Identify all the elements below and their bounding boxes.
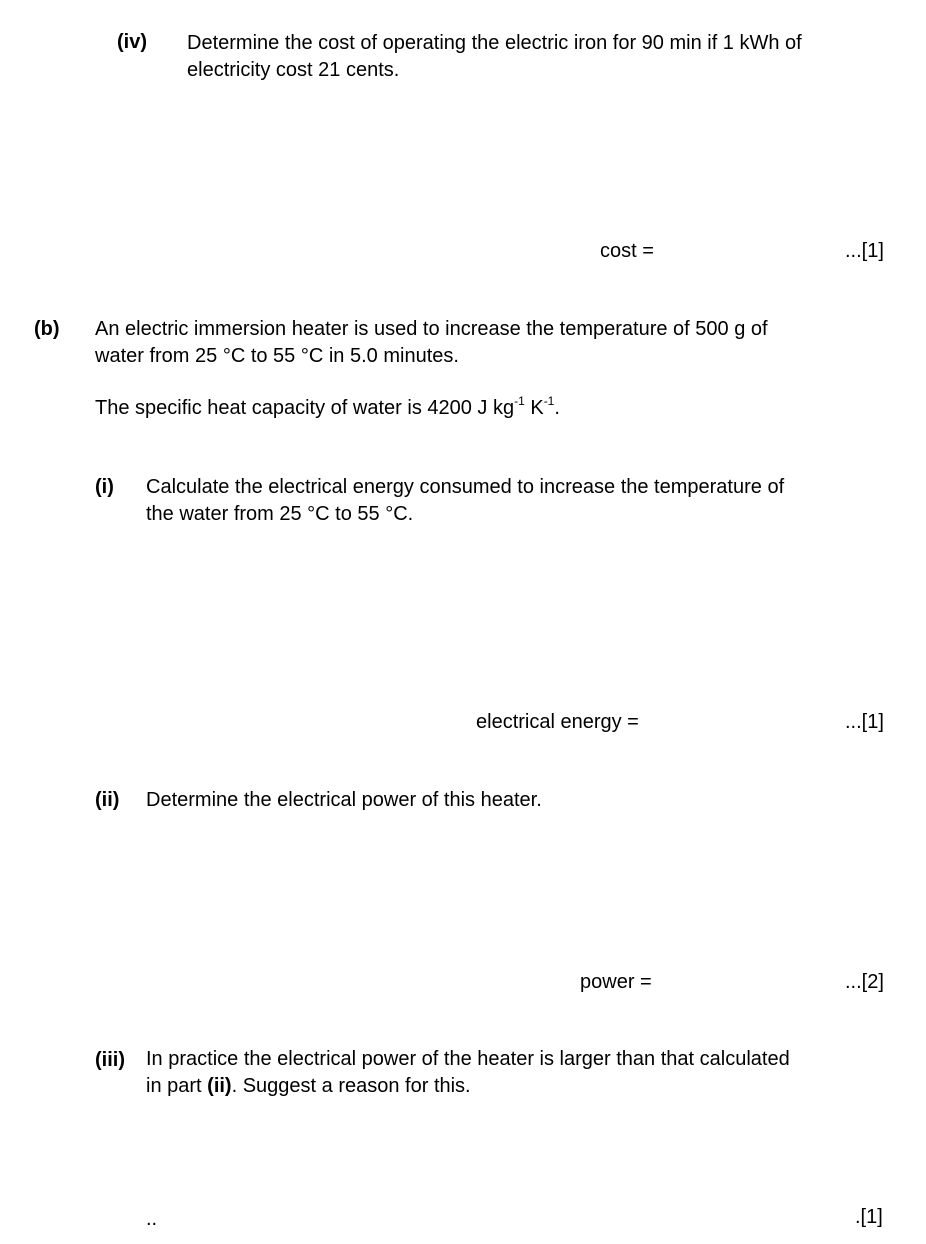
intro-b-line-2: water from 25 °C to 55 °C in 5.0 minutes. [95,345,459,367]
question-label-b: (b) [34,318,60,340]
question-text-b-i [146,474,784,528]
specific-heat-capacity-statement [95,394,560,420]
question-b-i-line-2: the water from 25 °C to 55 °C. [146,503,414,525]
question-b-iii-text-a: in part [146,1075,208,1097]
answer-line-b-iii: .. [146,1208,158,1230]
question-label-b-ii: (ii) [95,789,120,811]
question-b-i-line-1: Calculate the electrical energy consumed to increase the temperature of [146,476,785,498]
marks-iv: ...[1] [845,240,884,262]
question-b-iii-line-2 [146,1073,790,1100]
marks-b-iii: .[1] [855,1206,883,1228]
answer-prompt-cost: cost = [600,240,654,262]
question-label-iv: (iv) [117,31,147,53]
question-iv-line-1: Determine the cost of operating the electric iron for 90 min if 1 kWh of [187,32,802,54]
question-text-iv [187,30,802,84]
shc-text: The specific heat capacity of water is 4200 J kg [95,397,515,419]
marks-b-i: ...[1] [845,711,884,733]
answer-prompt-power: power = [580,971,652,993]
marks-b-ii: ...[2] [845,971,884,993]
answer-prompt-electrical-energy: electrical energy = [476,711,639,733]
question-b-iii-text-b: . Suggest a reason for this. [231,1075,471,1097]
shc-exponent-1: -1 [514,394,525,408]
question-iv-line-2: electricity cost 21 cents. [187,59,400,81]
question-text-b-iii [146,1046,790,1100]
question-label-b-i: (i) [95,476,114,498]
shc-unit-k: K [524,397,544,419]
intro-b-line-1: An electric immersion heater is used to increase the temperature of 500 g of [95,318,768,340]
shc-exponent-2: -1 [543,394,555,408]
shc-end: . [554,397,560,419]
question-b-iii-line-1: In practice the electrical power of the heater is larger than that calculated [146,1048,790,1070]
part-reference-ii: (ii) [207,1075,232,1097]
question-text-b-ii: Determine the electrical power of this heater. [146,789,542,811]
question-intro-b [95,316,768,370]
question-label-b-iii: (iii) [95,1049,125,1071]
